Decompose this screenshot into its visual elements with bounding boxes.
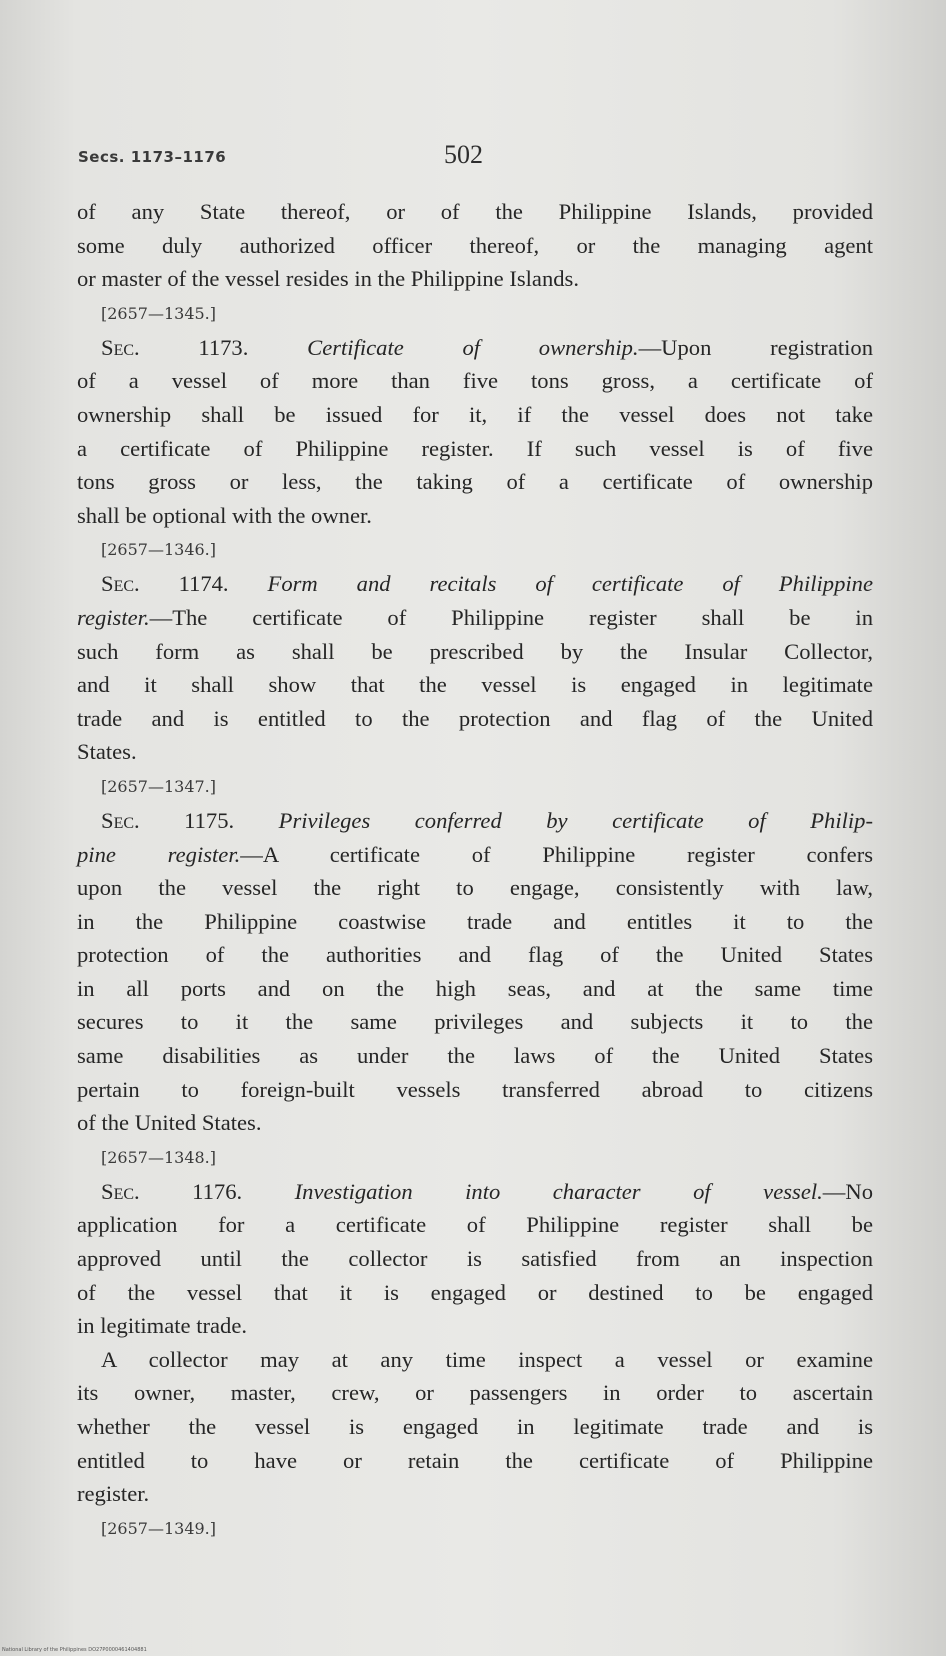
running-head <box>78 140 868 180</box>
text-line: register. <box>77 1481 150 1507</box>
text-line: tons gross or less, the taking of a certificate of ownership <box>77 469 873 495</box>
section-heading-line <box>77 331 873 365</box>
text-line: or master of the vessel resides in the Philippine Islands. <box>77 266 579 292</box>
section-number: Sec. 1175. <box>101 807 235 833</box>
text-line: upon the vessel the right to engage, consistently with law, <box>77 875 873 901</box>
text-line: in legitimate trade. <box>77 1313 248 1339</box>
text-line: application for a certificate of Philippine register shall be <box>77 1212 873 1238</box>
text-line: entitled to have or retain the certificate of Philippine <box>77 1447 873 1473</box>
text-line: and it shall show that the vessel is engaged in legitimate <box>77 672 873 698</box>
citation: [2657—1345.] <box>101 303 217 323</box>
section-range: Secs. 1173–1176 <box>78 148 227 166</box>
section-number: Sec. 1173. <box>101 334 249 360</box>
text-line: secures to it the same privileges and subjects it to the <box>77 1009 873 1035</box>
text-fragment: —A certificate of Philippine register confers <box>240 841 874 867</box>
text-line: trade and is entitled to the protection and flag of the United <box>77 705 873 731</box>
section-title: Certificate of ownership. <box>307 334 639 360</box>
text-line: A collector may at any time inspect a vessel or examine <box>101 1346 873 1372</box>
text-line: of any State thereof, or of the Philippine Islands, provided <box>77 199 873 224</box>
text-line: its owner, master, crew, or passengers in order to ascertain <box>77 1380 873 1406</box>
text-line: such form as shall be prescribed by the Insular Collector, <box>77 638 873 664</box>
section-title: pine register. <box>77 841 241 867</box>
text-fragment: —No <box>822 1178 873 1204</box>
section-title: Privileges conferred by certificate of Philip- <box>278 807 873 833</box>
text-line <box>77 838 873 872</box>
text-line <box>77 601 873 635</box>
citation: [2657—1347.] <box>101 776 217 796</box>
text-line: protection of the authorities and flag of the United States <box>77 942 873 968</box>
citation: [2657—1348.] <box>101 1147 217 1167</box>
section-number: Sec. 1176. <box>101 1178 243 1204</box>
text-line: States. <box>77 739 137 765</box>
text-line: same disabilities as under the laws of the United States <box>77 1043 873 1069</box>
text-line: approved until the collector is satisfied from an inspection <box>77 1246 873 1272</box>
text-line: of a vessel of more than five tons gross, a certificate of <box>77 368 873 394</box>
text-line: ownership shall be issued for it, if the vessel does not take <box>77 401 873 427</box>
text-fragment: —The certificate of Philippine register shall be in <box>149 604 873 630</box>
citation: [2657—1349.] <box>101 1518 217 1538</box>
text-line: of the United States. <box>77 1110 262 1136</box>
text-line: in the Philippine coastwise trade and entitles it to the <box>77 908 873 934</box>
section-title: Investigation into character of vessel. <box>294 1178 823 1204</box>
page-number: 502 <box>444 140 483 169</box>
body-text <box>77 195 873 1546</box>
section-title: Form and recitals of certificate of Philippine <box>267 571 873 597</box>
text-line: some duly authorized officer thereof, or the managing agent <box>77 232 873 258</box>
section-heading-line <box>77 804 873 838</box>
section-heading-line <box>77 567 873 601</box>
text-line: in all ports and on the high seas, and at the same time <box>77 975 873 1001</box>
section-title: register. <box>77 604 150 630</box>
scan-footer: National Library of the Philippines DO27P0000461404881 <box>2 1647 147 1653</box>
text-line: shall be optional with the owner. <box>77 502 372 528</box>
text-line: whether the vessel is engaged in legitimate trade and is <box>77 1414 873 1439</box>
text-line: pertain to foreign-built vessels transferred abroad to citizens <box>77 1076 873 1102</box>
text-line: a certificate of Philippine register. If such vessel is of five <box>77 435 873 461</box>
text-fragment: —Upon registration <box>638 334 873 360</box>
text-line: of the vessel that it is engaged or destined to be engaged <box>77 1279 873 1305</box>
citation: [2657—1346.] <box>101 540 217 560</box>
section-number: Sec. 1174. <box>101 571 229 597</box>
section-heading-line <box>77 1175 873 1209</box>
